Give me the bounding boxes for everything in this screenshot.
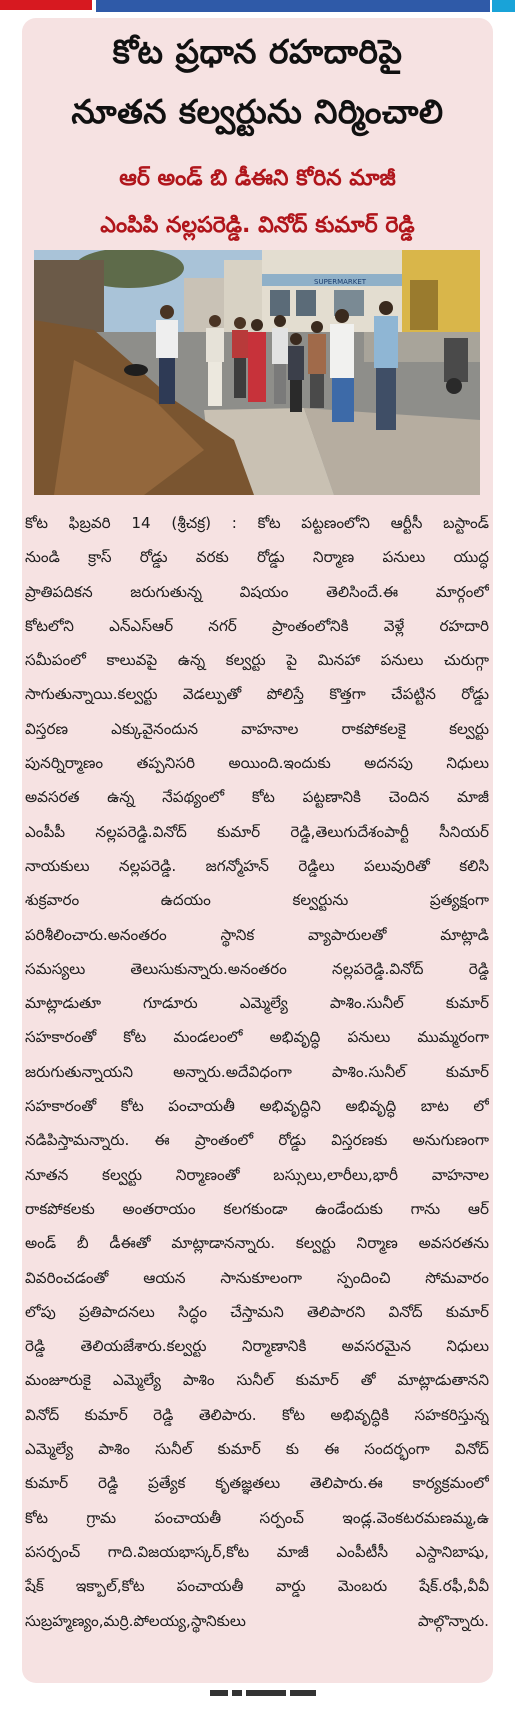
article-line: నడిపిస్తామన్నారు. ఈ ప్రాంతంలో రోడ్డు విస్తరణకు అనుగుణంగా bbox=[25, 1131, 489, 1150]
article-line: కోట ఫిబ్రవరి 14 (శ్రీచక్ర) : కోట పట్టణంలోని ఆర్టీసీ బస్టాండ్ bbox=[25, 514, 489, 532]
article-line: వివరించడంతో ఆయన సానుకూలంగా స్పందించి సోమవారం bbox=[25, 1268, 489, 1287]
article-line: సమస్యలు తెలుసుకున్నారు.అనంతరం నల్లపరెడ్డి.వినోద్ రెడ్డి bbox=[25, 959, 489, 978]
article-line: షేక్ ఇక్బాల్,కోట పంచాయతీ వార్డు మెంబరు షేక్.రఫీ,వీవీ bbox=[25, 1577, 489, 1596]
headline-line-1: కోట ప్రధాన రహదారిపై bbox=[112, 32, 403, 71]
article-line: శుక్రవారం ఉదయం కల్వర్టును ప్రత్యక్షంగా bbox=[25, 891, 489, 910]
article-line: పరిశీలించారు.అనంతరం స్థానిక వ్యాపారులతో మాట్లాడి bbox=[25, 925, 489, 944]
article-line: అవసరత ఉన్న నేపథ్యంలో కోట పట్టణానికి చెందిన మాజీ bbox=[25, 788, 489, 807]
shop-sign-text: SUPERMARKET bbox=[314, 278, 367, 286]
article-line: అండ్ బీ డీఈతో మాట్లాడానన్నారు. కల్వర్టు నిర్మాణ అవసరతను bbox=[25, 1234, 489, 1253]
article-line: విస్తరణ ఎక్కువైనందున వాహనాల రాకపోకలకై కల్వర్టు bbox=[25, 719, 489, 738]
subheadline-line-1: ఆర్ అండ్ బి డీఈని కోరిన మాజీ bbox=[119, 166, 396, 191]
article-line: జరుగుతున్నాయని అన్నారు.అదేవిధంగా పాశిం.సునీల్ కుమార్ bbox=[25, 1062, 489, 1081]
article-line: పునర్నిర్మాణం తప్పనిసరి అయింది.ఇందుకు అదనపు నిధులు bbox=[25, 754, 489, 773]
article-line: నాయకులు నల్లపరెడ్డి. జగన్మోహన్ రెడ్డిలు పలువురితో కలిసి bbox=[25, 856, 489, 875]
article-line: సహకారంతో కోట పంచాయతీ అభివృద్ధిని అభివృద్ధి బాట లో bbox=[25, 1097, 489, 1116]
article-line: సమీపంలో కాలువపై ఉన్న కల్వర్టు పై మినహా పనులు చురుగ్గా bbox=[25, 651, 489, 670]
article-line: సాగుతున్నాయి.కల్వర్టు వెడల్పుతో పోలిస్తే కొత్తగా చేపట్టిన రోడ్డు bbox=[25, 685, 489, 704]
article-line: సహకారంతో కోట మండలంలో అభివృద్ధి పనులు ముమ్మరంగా bbox=[25, 1028, 489, 1047]
article-line: సుబ్రహ్మణ్యం,మర్రి.పోలయ్య,స్థానికులు పాల్గొన్నారు. bbox=[25, 1611, 489, 1630]
next-article-fragment bbox=[210, 1690, 330, 1699]
masthead-red-block bbox=[0, 0, 92, 10]
article-line: కోట గ్రామ పంచాయతీ సర్పంచ్ ఇండ్ల.వెంకటరమణమ్మ,ఉ bbox=[25, 1508, 489, 1527]
subheadline-line-2: ఎంపిపి నల్లపరెడ్డి. వినోద్ కుమార్ రెడ్డి bbox=[100, 213, 415, 238]
article-line: రెడ్డి తెలియజేశారు.కల్వర్టు నిర్మాణానికి అవసరమైన నిధులు bbox=[25, 1337, 489, 1356]
article-line: ఎమ్మెల్యే పాశిం సునీల్ కుమార్ కు ఈ సందర్భంగా వినోద్ bbox=[25, 1440, 489, 1459]
headline-line-2: నూతన కల్వర్టును నిర్మించాలి bbox=[71, 92, 444, 131]
article-line: మాట్లాడుతూ గూడూరు ఎమ్మెల్యే పాశిం.సునీల్ కుమార్ bbox=[25, 994, 489, 1013]
article-line: మంజూరుకై ఎమ్మెల్యే పాశిం సునీల్ కుమార్ తో మాట్లాడుతానని bbox=[25, 1371, 489, 1390]
article-line: కోటలోని ఎన్ఎస్ఆర్ నగర్ ప్రాంతంలోనికి వెళ్లే రహదారి bbox=[25, 616, 489, 635]
news-clipping bbox=[22, 18, 493, 1683]
masthead-cyan-block bbox=[492, 0, 515, 12]
article-body bbox=[25, 506, 489, 1638]
article-line: కుమార్ రెడ్డి ప్రత్యేక కృతజ్ఞతలు తెలిపారు.ఈ కార్యక్రమంలో bbox=[25, 1474, 489, 1493]
article-line: పసర్పంచ్ గాది.విజయభాస్కర్,కోట మాజీ ఎంపీటీసీ ఎస్దానిబాషు, bbox=[25, 1542, 489, 1561]
article-line: నుండి క్రాస్ రోడ్డు వరకు రోడ్డు నిర్మాణ పనులు యుద్ధ bbox=[25, 548, 489, 567]
news-photo bbox=[34, 250, 480, 495]
masthead-strip bbox=[0, 0, 515, 14]
article-line: ఎంపీపీ నల్లపరెడ్డి.వినోద్ కుమార్ రెడ్డి,తెలుగుదేశంపార్టీ సీనియర్ bbox=[25, 822, 489, 841]
article-line: నూతన కల్వర్టు నిర్మాణంతో బస్సులు,లారీలు,భారీ వాహనాల bbox=[25, 1165, 489, 1184]
article-line: వినోద్ కుమార్ రెడ్డి తెలిపారు. కోట అభివృద్ధికి సహకరిస్తున్న bbox=[25, 1405, 489, 1424]
article-line: ప్రాతిపదికన జరుగుతున్న విషయం తెలిసిందే.ఈ మార్గంలో bbox=[25, 582, 489, 601]
masthead-blue-block bbox=[96, 0, 490, 12]
article-line: రాకపోకలకు అంతరాయం కలగకుండా ఉండేందుకు గాను ఆర్ bbox=[25, 1199, 489, 1218]
article-line: లోపు ప్రతిపాదనలు సిద్ధం చేస్తామని తెలిపారని వినోద్ కుమార్ bbox=[25, 1302, 489, 1321]
